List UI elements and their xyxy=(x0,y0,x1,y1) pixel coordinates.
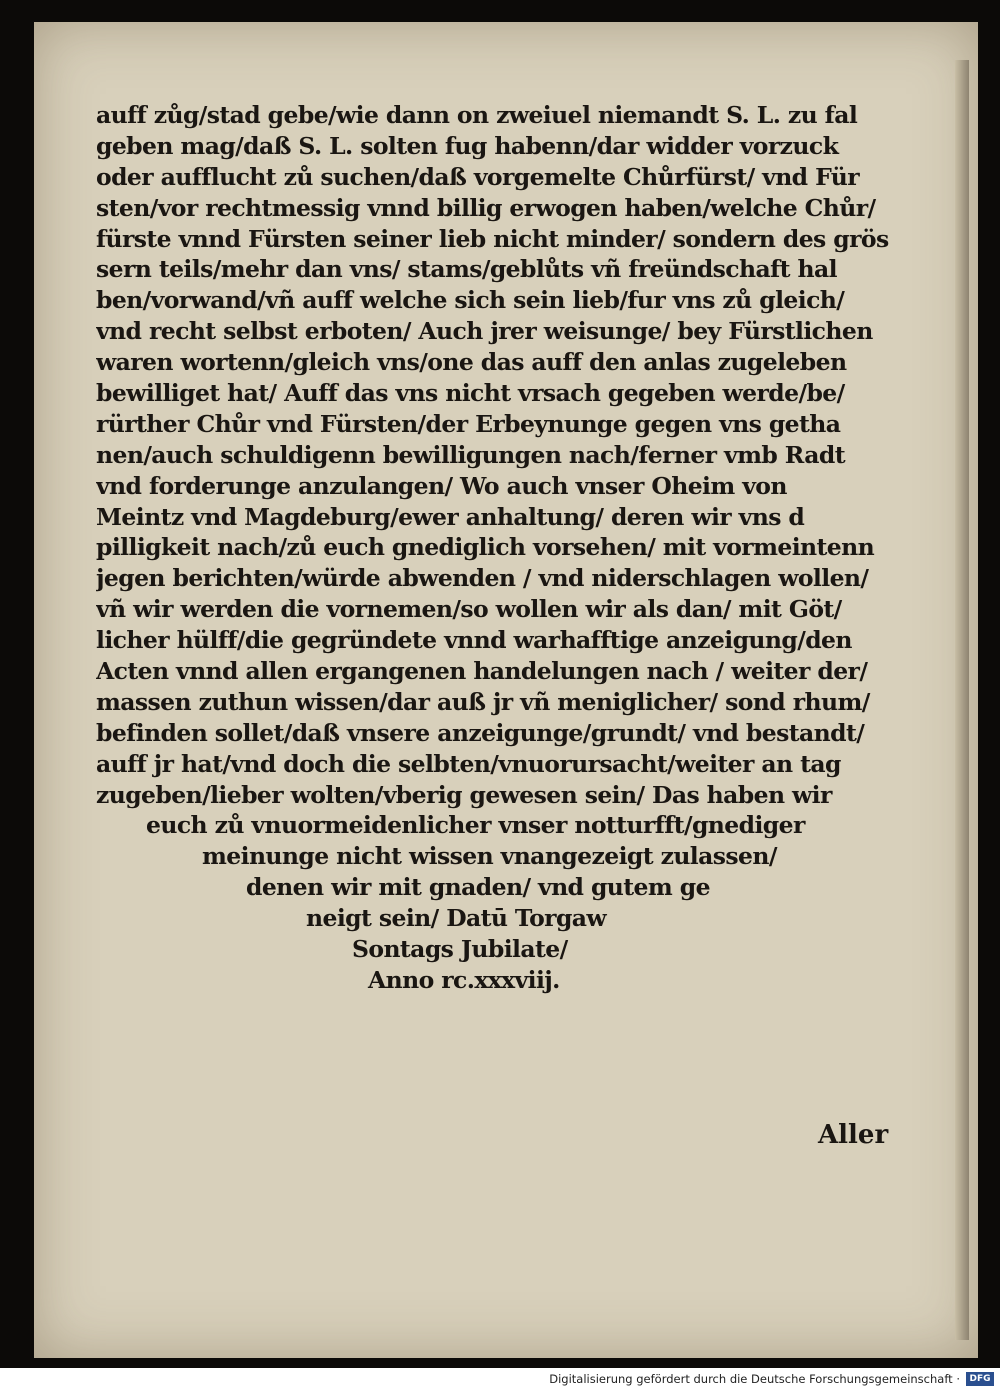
text-line: sern teils/mehr dan vns/ stams/geblůts vñ freündschaft hal xyxy=(96,255,837,284)
page-text xyxy=(96,100,906,996)
text-line: massen zuthun wissen/dar auß jr vñ meniglicher/ sond rhum/ xyxy=(96,687,870,716)
funding-credit: Digitalisierung gefördert durch die Deutsche Forschungsgemeinschaft · xyxy=(549,1372,960,1386)
text-line: geben mag/daß S. L. solten fug habenn/dar widder vorzuck xyxy=(96,131,839,160)
text-line: vnd forderunge anzulangen/ Wo auch vnser Oheim von xyxy=(96,471,787,500)
text-line: Meintz vnd Magdeburg/ewer anhaltung/ deren wir vns d xyxy=(96,502,805,531)
dfg-logo: DFG xyxy=(966,1372,994,1386)
text-line: nen/auch schuldigenn bewilligungen nach/ferner vmb Radt xyxy=(96,440,845,469)
text-line: denen wir mit gnaden/ vnd gutem ge xyxy=(246,873,710,902)
footer-bar xyxy=(0,1368,1000,1391)
text-line: pilligkeit nach/zů euch gnediglich vorsehen/ mit vormeintenn xyxy=(96,533,875,562)
text-line: vñ wir werden die vornemen/so wollen wir als dan/ mit Göt/ xyxy=(96,595,842,624)
text-line: sten/vor rechtmessig vnnd billig erwogen haben/welche Chůr/ xyxy=(96,193,876,222)
text-line: euch zů vnuormeidenlicher vnser notturfft/gnediger xyxy=(146,811,805,840)
text-line: rürther Chůr vnd Fürsten/der Erbeynunge gegen vns getha xyxy=(96,409,841,438)
text-line: neigt sein/ Datū Torgaw xyxy=(306,904,607,933)
text-line: ben/vorwand/vñ auff welche sich sein lieb/fur vns zů gleich/ xyxy=(96,286,845,315)
text-line: fürste vnnd Fürsten seiner lieb nicht minder/ sondern des grös xyxy=(96,224,889,253)
text-line: Acten vnnd allen ergangenen handelungen nach / weiter der/ xyxy=(96,657,868,686)
text-line: vnd recht selbst erboten/ Auch jrer weisunge/ bey Fürstlichen xyxy=(96,317,873,346)
text-line: auff zůg/stad gebe/wie dann on zweiuel niemandt S. L. zu fal xyxy=(96,101,858,129)
text-line: befinden sollet/daß vnsere anzeigunge/grundt/ vnd bestandt/ xyxy=(96,718,865,747)
text-line: waren wortenn/gleich vns/one das auff den anlas zugeleben xyxy=(96,348,847,377)
text-line: Sontags Jubilate/ xyxy=(352,935,568,964)
text-line: auff jr hat/vnd doch die selbten/vnuorursacht/weiter an tag xyxy=(96,749,841,778)
text-line: licher hülff/die gegründete vnnd warhafftige anzeigung/den xyxy=(96,626,852,655)
text-line: Anno rc.xxxviij. xyxy=(368,965,560,994)
text-line: bewilliget hat/ Auff das vns nicht vrsach gegeben werde/be/ xyxy=(96,379,845,408)
text-line: oder aufflucht zů suchen/daß vorgemelte Chůrfürst/ vnd Für xyxy=(96,162,860,191)
text-line: zugeben/lieber wolten/vberig gewesen sein/ Das haben wir xyxy=(96,780,832,809)
catchword: Aller xyxy=(818,1120,889,1150)
page-edge xyxy=(955,60,969,1340)
text-line: jegen berichten/würde abwenden / vnd niderschlagen wollen/ xyxy=(96,564,869,593)
text-line: meinunge nicht wissen vnangezeigt zulassen/ xyxy=(202,842,777,871)
